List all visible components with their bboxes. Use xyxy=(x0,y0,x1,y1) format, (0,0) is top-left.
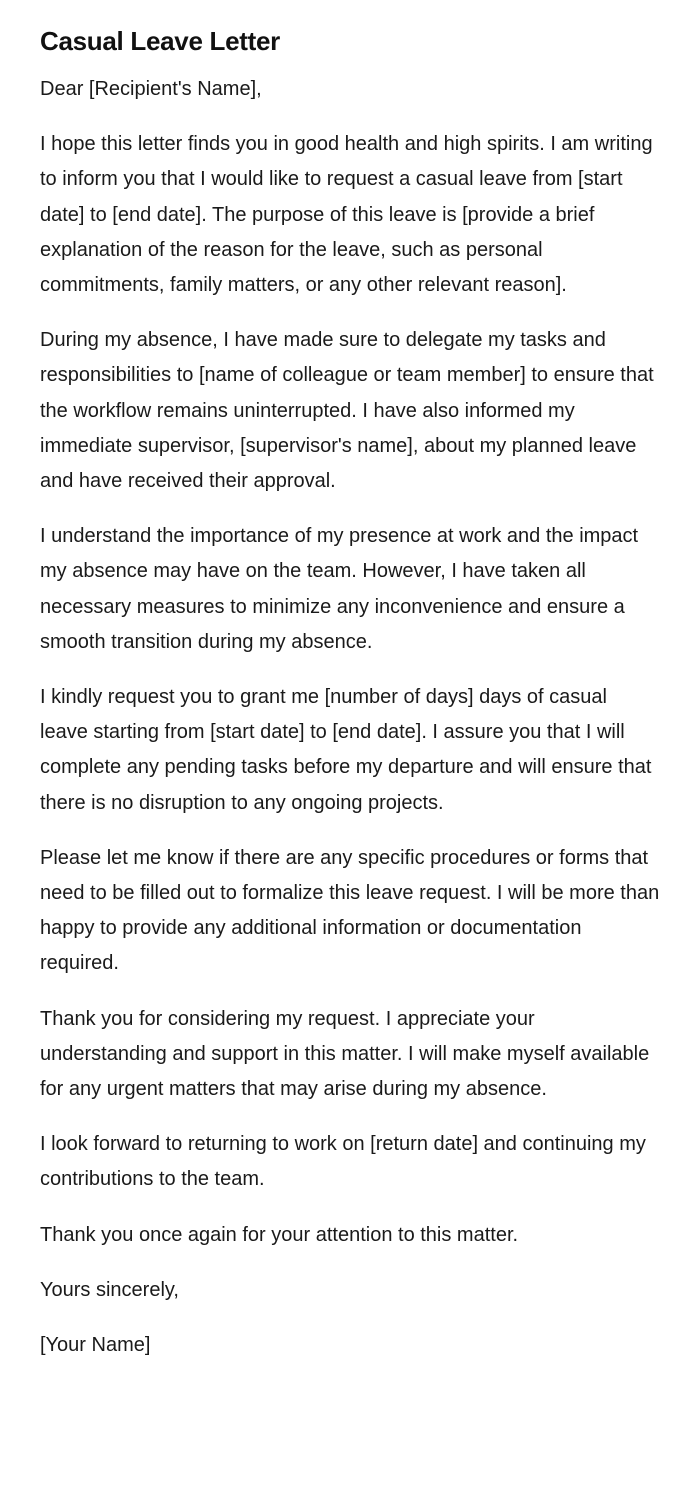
body-paragraph-8: Thank you once again for your attention to this matter. xyxy=(40,1223,519,1246)
body-paragraph-6: Thank you for considering my request. I appreciate your understanding and support in this matter. I will make myself available for any urgent matters that may arise during my absence. xyxy=(40,1007,650,1101)
body-paragraph-7: I look forward to returning to work on [return date] and continuing my contributions to the team. xyxy=(40,1133,646,1191)
signature: [Your Name] xyxy=(40,1334,151,1357)
body-paragraph-1: I hope this letter finds you in good health and high spirits. I am writing to inform you that I would like to request a casual leave from [start date] to [end date]. The purpose of this leave is [provide a brief explanation of the reason for the leave, such as personal commitments, family matters, or any other relevant reason]. xyxy=(40,133,653,297)
closing: Yours sincerely, xyxy=(40,1278,179,1301)
salutation: Dear [Recipient's Name], xyxy=(40,78,262,100)
body-paragraph-5: Please let me know if there are any specific procedures or forms that need to be filled out to formalize this leave request. I will be more than happy to provide any additional information or documentation required. xyxy=(40,846,660,975)
body-paragraph-4: I kindly request you to grant me [number of days] days of casual leave starting from [start date] to [end date]. I assure you that I will complete any pending tasks before my departure and will ensure that there is no disruption to any ongoing projects. xyxy=(40,686,652,814)
page-title: Casual Leave Letter xyxy=(40,26,280,56)
body-paragraph-2: During my absence, I have made sure to delegate my tasks and responsibilities to [name of colleague or team member] to ensure that the workflow remains uninterrupted. I have also informed my immediate supervisor, [supervisor's name], about my planned leave and have received their approval. xyxy=(40,329,654,493)
body-paragraph-3: I understand the importance of my presence at work and the impact my absence may have on the team. However, I have taken all necessary measures to minimize any inconvenience and ensure a smooth transition during my absence. xyxy=(40,525,639,653)
